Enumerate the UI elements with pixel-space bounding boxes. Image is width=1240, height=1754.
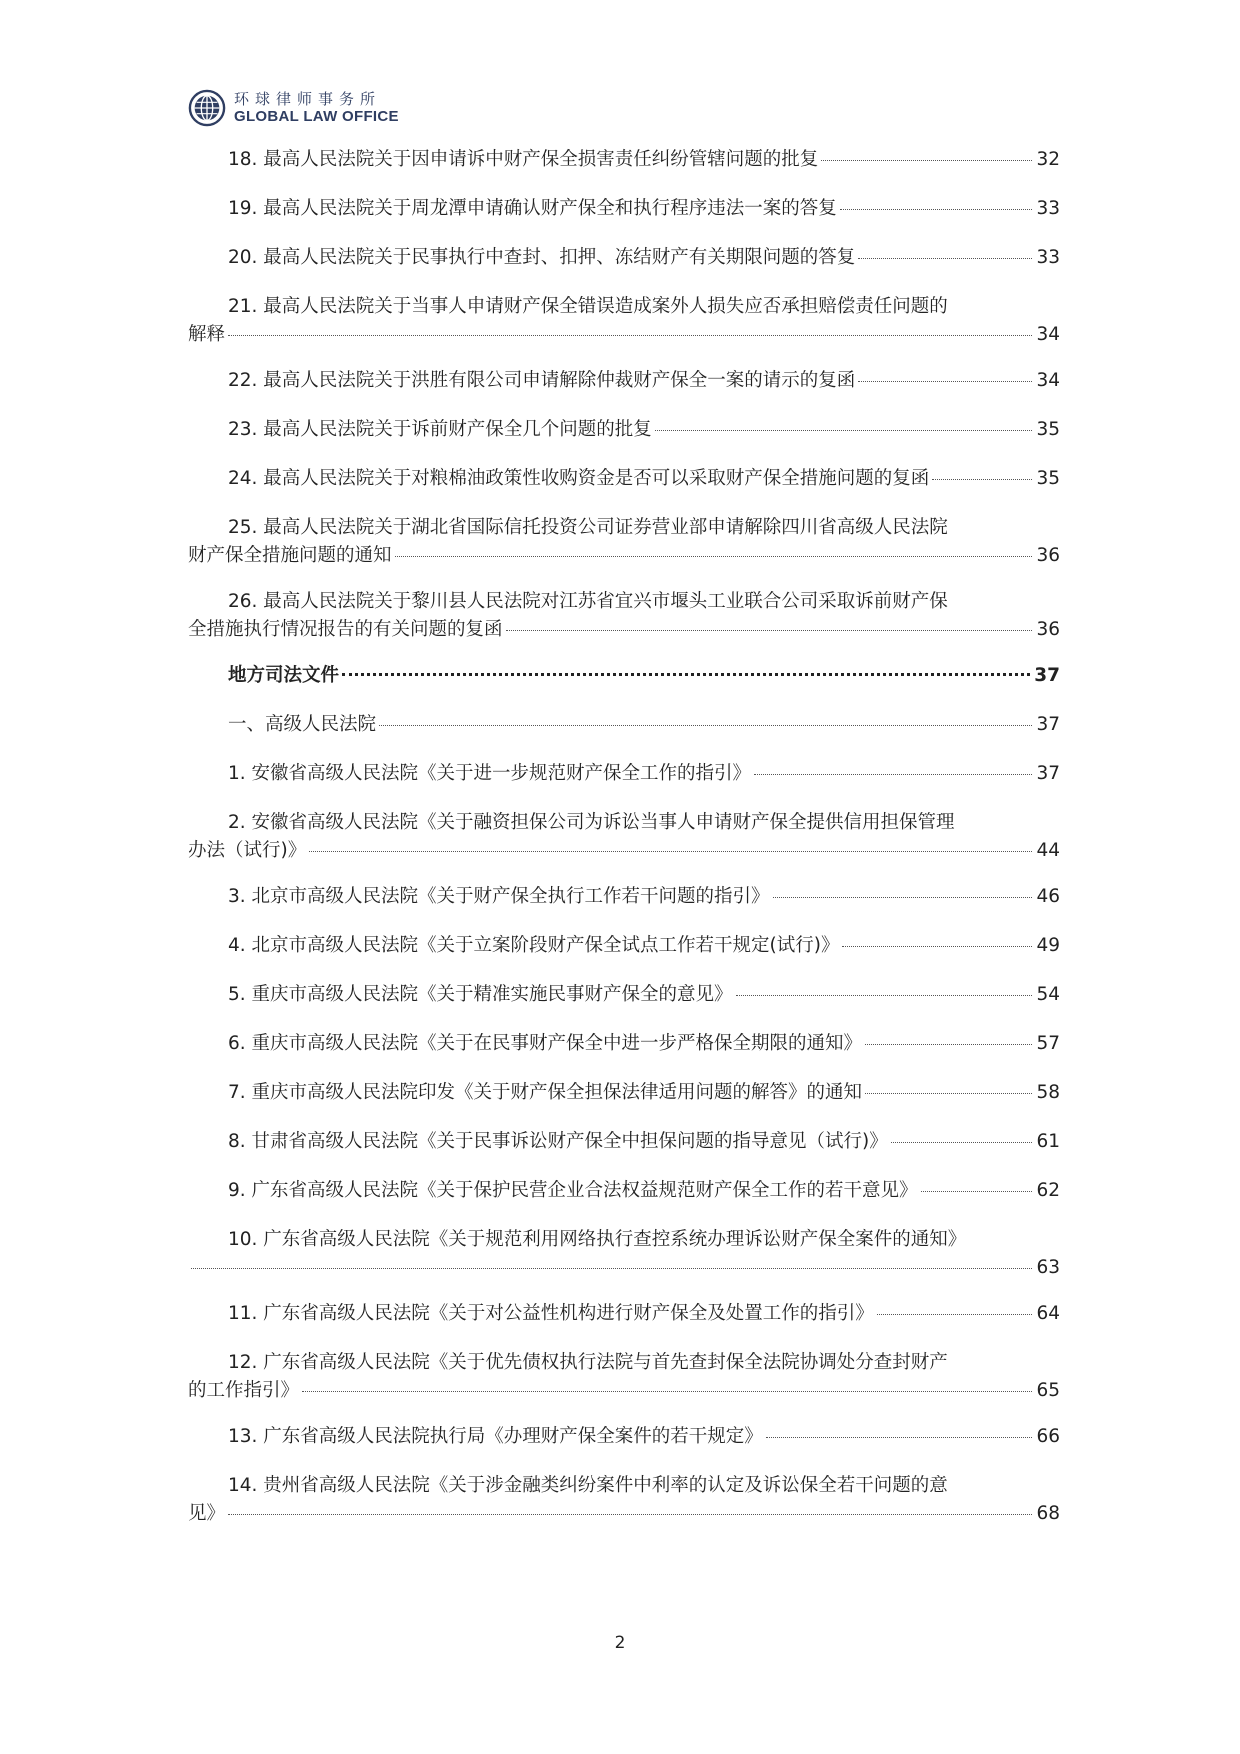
table-of-contents [188,146,1060,1546]
toc-entry-title-continued: 见》 [188,1503,226,1524]
toc-page-number: 36 [1036,545,1060,566]
toc-entry[interactable] [188,1423,1060,1472]
toc-entry-title-continued: 全措施执行情况报告的有关问题的复函 [188,619,503,640]
toc-entry-title: 1. 安徽省高级人民法院《关于进一步规范财产保全工作的指引》 [228,763,752,784]
toc-entry-title: 5. 重庆市高级人民法院《关于精准实施民事财产保全的意见》 [228,984,733,1005]
toc-page-number: 32 [1036,149,1060,170]
toc-entry[interactable] [188,662,1060,711]
dot-leader [821,160,1032,161]
toc-page-number: 37 [1036,714,1060,735]
globe-logo-icon [188,89,226,127]
toc-page-number: 65 [1036,1380,1060,1401]
toc-entry-title: 8. 甘肃省高级人民法院《关于民事诉讼财产保全中担保问题的指导意见（试行)》 [228,1131,888,1152]
toc-entry-title: 20. 最高人民法院关于民事执行中查封、扣押、冻结财产有关期限问题的答复 [228,247,856,268]
dot-leader [858,381,1032,382]
dot-leader [891,1142,1033,1143]
toc-page-number: 64 [1036,1303,1060,1324]
toc-entry-title: 23. 最高人民法院关于诉前财产保全几个问题的批复 [228,419,652,440]
dot-leader [191,1268,1032,1269]
toc-page-number: 44 [1036,840,1060,861]
dot-leader [865,1044,1032,1045]
toc-page-number: 46 [1036,886,1060,907]
toc-entry-title: 3. 北京市高级人民法院《关于财产保全执行工作若干问题的指引》 [228,886,770,907]
dot-leader [655,430,1033,431]
toc-entry[interactable] [188,1300,1060,1349]
toc-entry[interactable] [188,367,1060,416]
dot-leader [921,1191,1033,1192]
toc-page-number: 34 [1036,324,1060,345]
toc-entry[interactable] [188,195,1060,244]
toc-entry[interactable] [188,1030,1060,1079]
dot-leader [932,479,1032,480]
toc-page-number: 36 [1036,619,1060,640]
toc-entry-title: 26. 最高人民法院关于黎川县人民法院对江苏省宜兴市堰头工业联合公司采取诉前财产保 [228,591,948,612]
toc-entry-title: 21. 最高人民法院关于当事人申请财产保全错误造成案外人损失应否承担赔偿责任问题的 [228,296,948,317]
toc-entry-title-continued: 办法（试行)》 [188,840,307,861]
toc-entry[interactable] [188,588,1060,662]
toc-page-number: 37 [1036,763,1060,784]
toc-entry[interactable] [188,883,1060,932]
dot-leader [506,630,1033,631]
toc-page-number: 33 [1036,198,1060,219]
toc-entry-title-continued: 解释 [188,324,226,345]
toc-entry-title: 10. 广东省高级人民法院《关于规范利用网络执行查控系统办理诉讼财产保全案件的通知》 [228,1229,967,1250]
toc-entry[interactable] [188,1128,1060,1177]
toc-entry-title: 22. 最高人民法院关于洪胜有限公司申请解除仲裁财产保全一案的请示的复函 [228,370,856,391]
logo-en: GLOBAL LAW OFFICE [234,108,399,125]
toc-page-number: 63 [1036,1257,1060,1278]
toc-entry-title: 地方司法文件 [228,665,340,686]
toc-page-number: 61 [1036,1131,1060,1152]
toc-entry-title: 18. 最高人民法院关于因申请诉中财产保全损害责任纠纷管辖问题的批复 [228,149,819,170]
dot-leader [766,1437,1033,1438]
dot-leader [309,851,1032,852]
toc-entry[interactable] [188,932,1060,981]
toc-entry[interactable] [188,760,1060,809]
toc-entry[interactable] [188,981,1060,1030]
toc-page-number: 49 [1036,935,1060,956]
toc-entry-title: 2. 安徽省高级人民法院《关于融资担保公司为诉讼当事人申请财产保全提供信用担保管理 [228,812,955,833]
toc-entry-title: 4. 北京市高级人民法院《关于立案阶段财产保全试点工作若干规定(试行)》 [228,935,840,956]
toc-entry-title: 25. 最高人民法院关于湖北省国际信托投资公司证券营业部申请解除四川省高级人民法院 [228,517,948,538]
dot-leader [379,725,1032,726]
toc-entry-title-continued: 财产保全措施问题的通知 [188,545,392,566]
toc-entry-title: 12. 广东省高级人民法院《关于优先债权执行法院与首先查封保全法院协调处分查封财产 [228,1352,948,1373]
dot-leader [302,1391,1032,1392]
toc-page-number: 68 [1036,1503,1060,1524]
logo-cn: 环球律师事务所 [234,90,382,108]
dot-leader [228,1514,1032,1515]
toc-entry-title: 24. 最高人民法院关于对粮棉油政策性收购资金是否可以采取财产保全措施问题的复函 [228,468,930,489]
page-number: 2 [614,1633,626,1653]
toc-entry[interactable] [188,1177,1060,1226]
dot-leader [395,556,1033,557]
dot-leader [228,335,1032,336]
toc-entry[interactable] [188,465,1060,514]
toc-entry[interactable] [188,1349,1060,1423]
dot-leader [736,995,1033,996]
toc-page-number: 35 [1036,419,1060,440]
toc-entry[interactable] [188,1226,1060,1300]
toc-entry[interactable] [188,293,1060,367]
logo-text [234,90,399,126]
toc-entry[interactable] [188,711,1060,760]
toc-entry[interactable] [188,244,1060,293]
dot-leader [865,1093,1032,1094]
dot-leader [342,673,1030,676]
toc-entry-title: 6. 重庆市高级人民法院《关于在民事财产保全中进一步严格保全期限的通知》 [228,1033,863,1054]
toc-entry-title: 19. 最高人民法院关于周龙潭申请确认财产保全和执行程序违法一案的答复 [228,198,837,219]
toc-entry-title-continued: 的工作指引》 [188,1380,300,1401]
toc-page-number: 58 [1036,1082,1060,1103]
toc-entry-title: 9. 广东省高级人民法院《关于保护民营企业合法权益规范财产保全工作的若干意见》 [228,1180,918,1201]
toc-entry[interactable] [188,416,1060,465]
dot-leader [773,897,1033,898]
toc-page-number: 34 [1036,370,1060,391]
dot-leader [877,1314,1033,1315]
toc-entry-title: 11. 广东省高级人民法院《关于对公益性机构进行财产保全及处置工作的指引》 [228,1303,874,1324]
dot-leader [840,209,1033,210]
dot-leader [858,258,1032,259]
toc-entry[interactable] [188,1079,1060,1128]
toc-entry[interactable] [188,146,1060,195]
dot-leader [754,774,1032,775]
toc-page-number: 54 [1036,984,1060,1005]
toc-entry-title: 一、高级人民法院 [228,714,377,735]
toc-page-number: 66 [1036,1426,1060,1447]
toc-entry-title: 7. 重庆市高级人民法院印发《关于财产保全担保法律适用问题的解答》的通知 [228,1082,863,1103]
toc-page-number: 33 [1036,247,1060,268]
header-logo [188,86,399,130]
toc-page-number: 37 [1034,665,1060,686]
toc-page-number: 62 [1036,1180,1060,1201]
toc-page-number: 35 [1036,468,1060,489]
toc-entry[interactable] [188,809,1060,883]
toc-entry-title: 13. 广东省高级人民法院执行局《办理财产保全案件的若干规定》 [228,1426,763,1447]
toc-entry[interactable] [188,514,1060,588]
dot-leader [842,946,1032,947]
toc-entry[interactable] [188,1472,1060,1546]
toc-entry-title: 14. 贵州省高级人民法院《关于涉金融类纠纷案件中利率的认定及诉讼保全若干问题的意 [228,1475,948,1496]
toc-page-number: 57 [1036,1033,1060,1054]
